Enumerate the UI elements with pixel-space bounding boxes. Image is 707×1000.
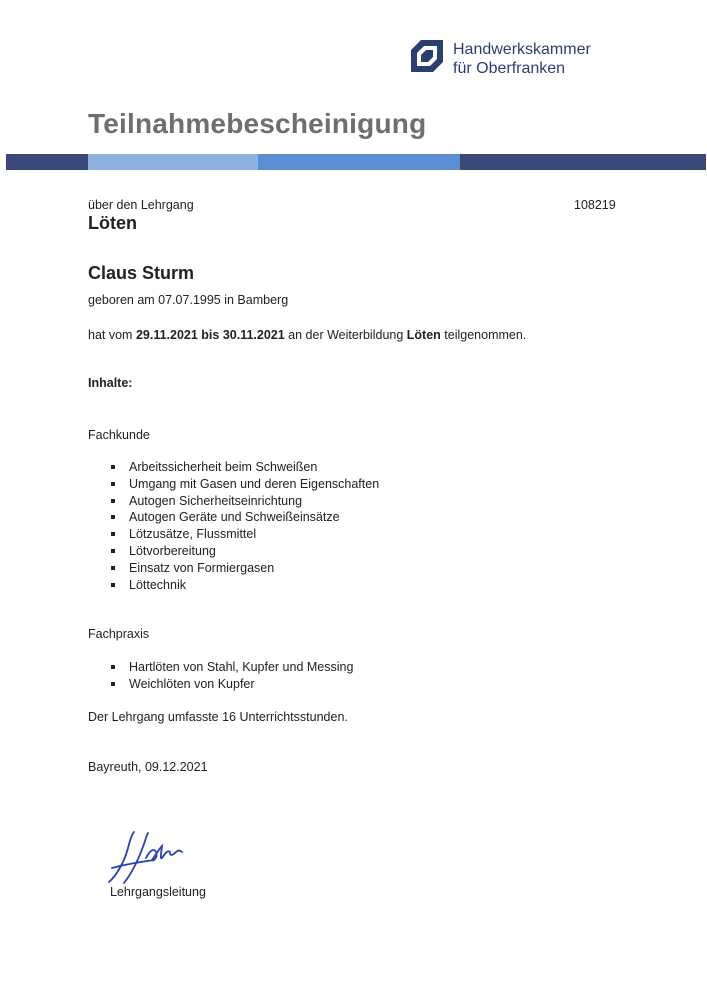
course-name: Löten — [88, 213, 137, 233]
list-item — [88, 476, 379, 493]
list-item — [88, 526, 379, 543]
list-item-text: Arbeitssicherheit beim Schweißen — [129, 460, 318, 474]
list-item — [88, 543, 379, 560]
list-item-text: Autogen Sicherheitseinrichtung — [129, 493, 303, 508]
chamber-name-line2: für Oberfranken — [453, 60, 566, 77]
list-item-text: Lötvorbereitung — [129, 543, 216, 558]
list-item — [88, 459, 379, 476]
chamber-logo — [411, 40, 591, 78]
place-and-date: Bayreuth, 09.12.2021 — [88, 760, 208, 774]
signature-role: Lehrgangsleitung — [110, 885, 206, 899]
list-item — [88, 577, 379, 594]
date-to: 30.11.2021 — [222, 328, 285, 342]
certificate-number: 108219 — [574, 198, 616, 212]
color-bar-segment — [460, 154, 706, 170]
list-item-text: Umgang mit Gasen und deren Eigenschaften — [129, 476, 380, 491]
bullet-icon — [111, 665, 115, 669]
header-color-bar — [6, 154, 706, 170]
list-item-text: Autogen Geräte und Schweißeinsätze — [129, 510, 340, 525]
bullet-icon — [111, 482, 115, 486]
bullet-icon — [111, 465, 115, 469]
bullet-icon — [111, 515, 115, 519]
fachkunde-list — [88, 459, 379, 593]
contents-heading: Inhalte: — [88, 376, 133, 390]
participant-name: Claus Sturm — [88, 263, 195, 283]
participation-course: Löten — [406, 328, 441, 342]
chamber-name-line1: Handwerkskammer — [453, 41, 591, 58]
fachpraxis-list — [88, 659, 353, 693]
handwritten-signature — [106, 828, 186, 886]
color-bar-segment — [6, 154, 88, 170]
list-item — [88, 509, 379, 526]
bullet-icon — [111, 583, 115, 587]
bullet-icon — [111, 682, 115, 686]
list-item-text: Weichlöten von Kupfer — [129, 676, 255, 691]
bullet-icon — [111, 566, 115, 570]
participation-suffix: teilgenommen. — [440, 328, 527, 342]
date-from: 29.11.2021 — [135, 328, 198, 342]
chamber-logo-icon — [411, 40, 443, 72]
course-intro-label: über den Lehrgang — [88, 198, 194, 212]
participation-mid: an der Weiterbildung — [284, 328, 407, 342]
color-bar-segment — [88, 154, 258, 170]
bullet-icon — [111, 532, 115, 536]
list-item — [88, 659, 353, 676]
participant-birth-line: geboren am 07.07.1995 in Bamberg — [88, 293, 289, 307]
chamber-name — [453, 40, 591, 78]
section-heading-fachkunde: Fachkunde — [88, 428, 150, 442]
participation-prefix: hat vom — [88, 328, 136, 342]
list-item — [88, 560, 379, 577]
hours-statement: Der Lehrgang umfasste 16 Unterrichtsstunden. — [88, 710, 348, 724]
bullet-icon — [111, 549, 115, 553]
list-item — [88, 493, 379, 510]
participation-statement — [88, 328, 526, 342]
bullet-icon — [111, 499, 115, 503]
section-heading-fachpraxis: Fachpraxis — [88, 627, 150, 641]
participation-bis: bis — [197, 328, 223, 342]
list-item-text: Einsatz von Formiergasen — [129, 560, 275, 575]
list-item-text: Löttechnik — [129, 577, 186, 592]
color-bar-segment — [258, 154, 460, 170]
document-title: Teilnahmebescheinigung — [88, 108, 427, 139]
list-item — [88, 676, 353, 693]
list-item-text: Hartlöten von Stahl, Kupfer und Messing — [129, 660, 354, 674]
list-item-text: Lötzusätze, Flussmittel — [129, 527, 257, 542]
